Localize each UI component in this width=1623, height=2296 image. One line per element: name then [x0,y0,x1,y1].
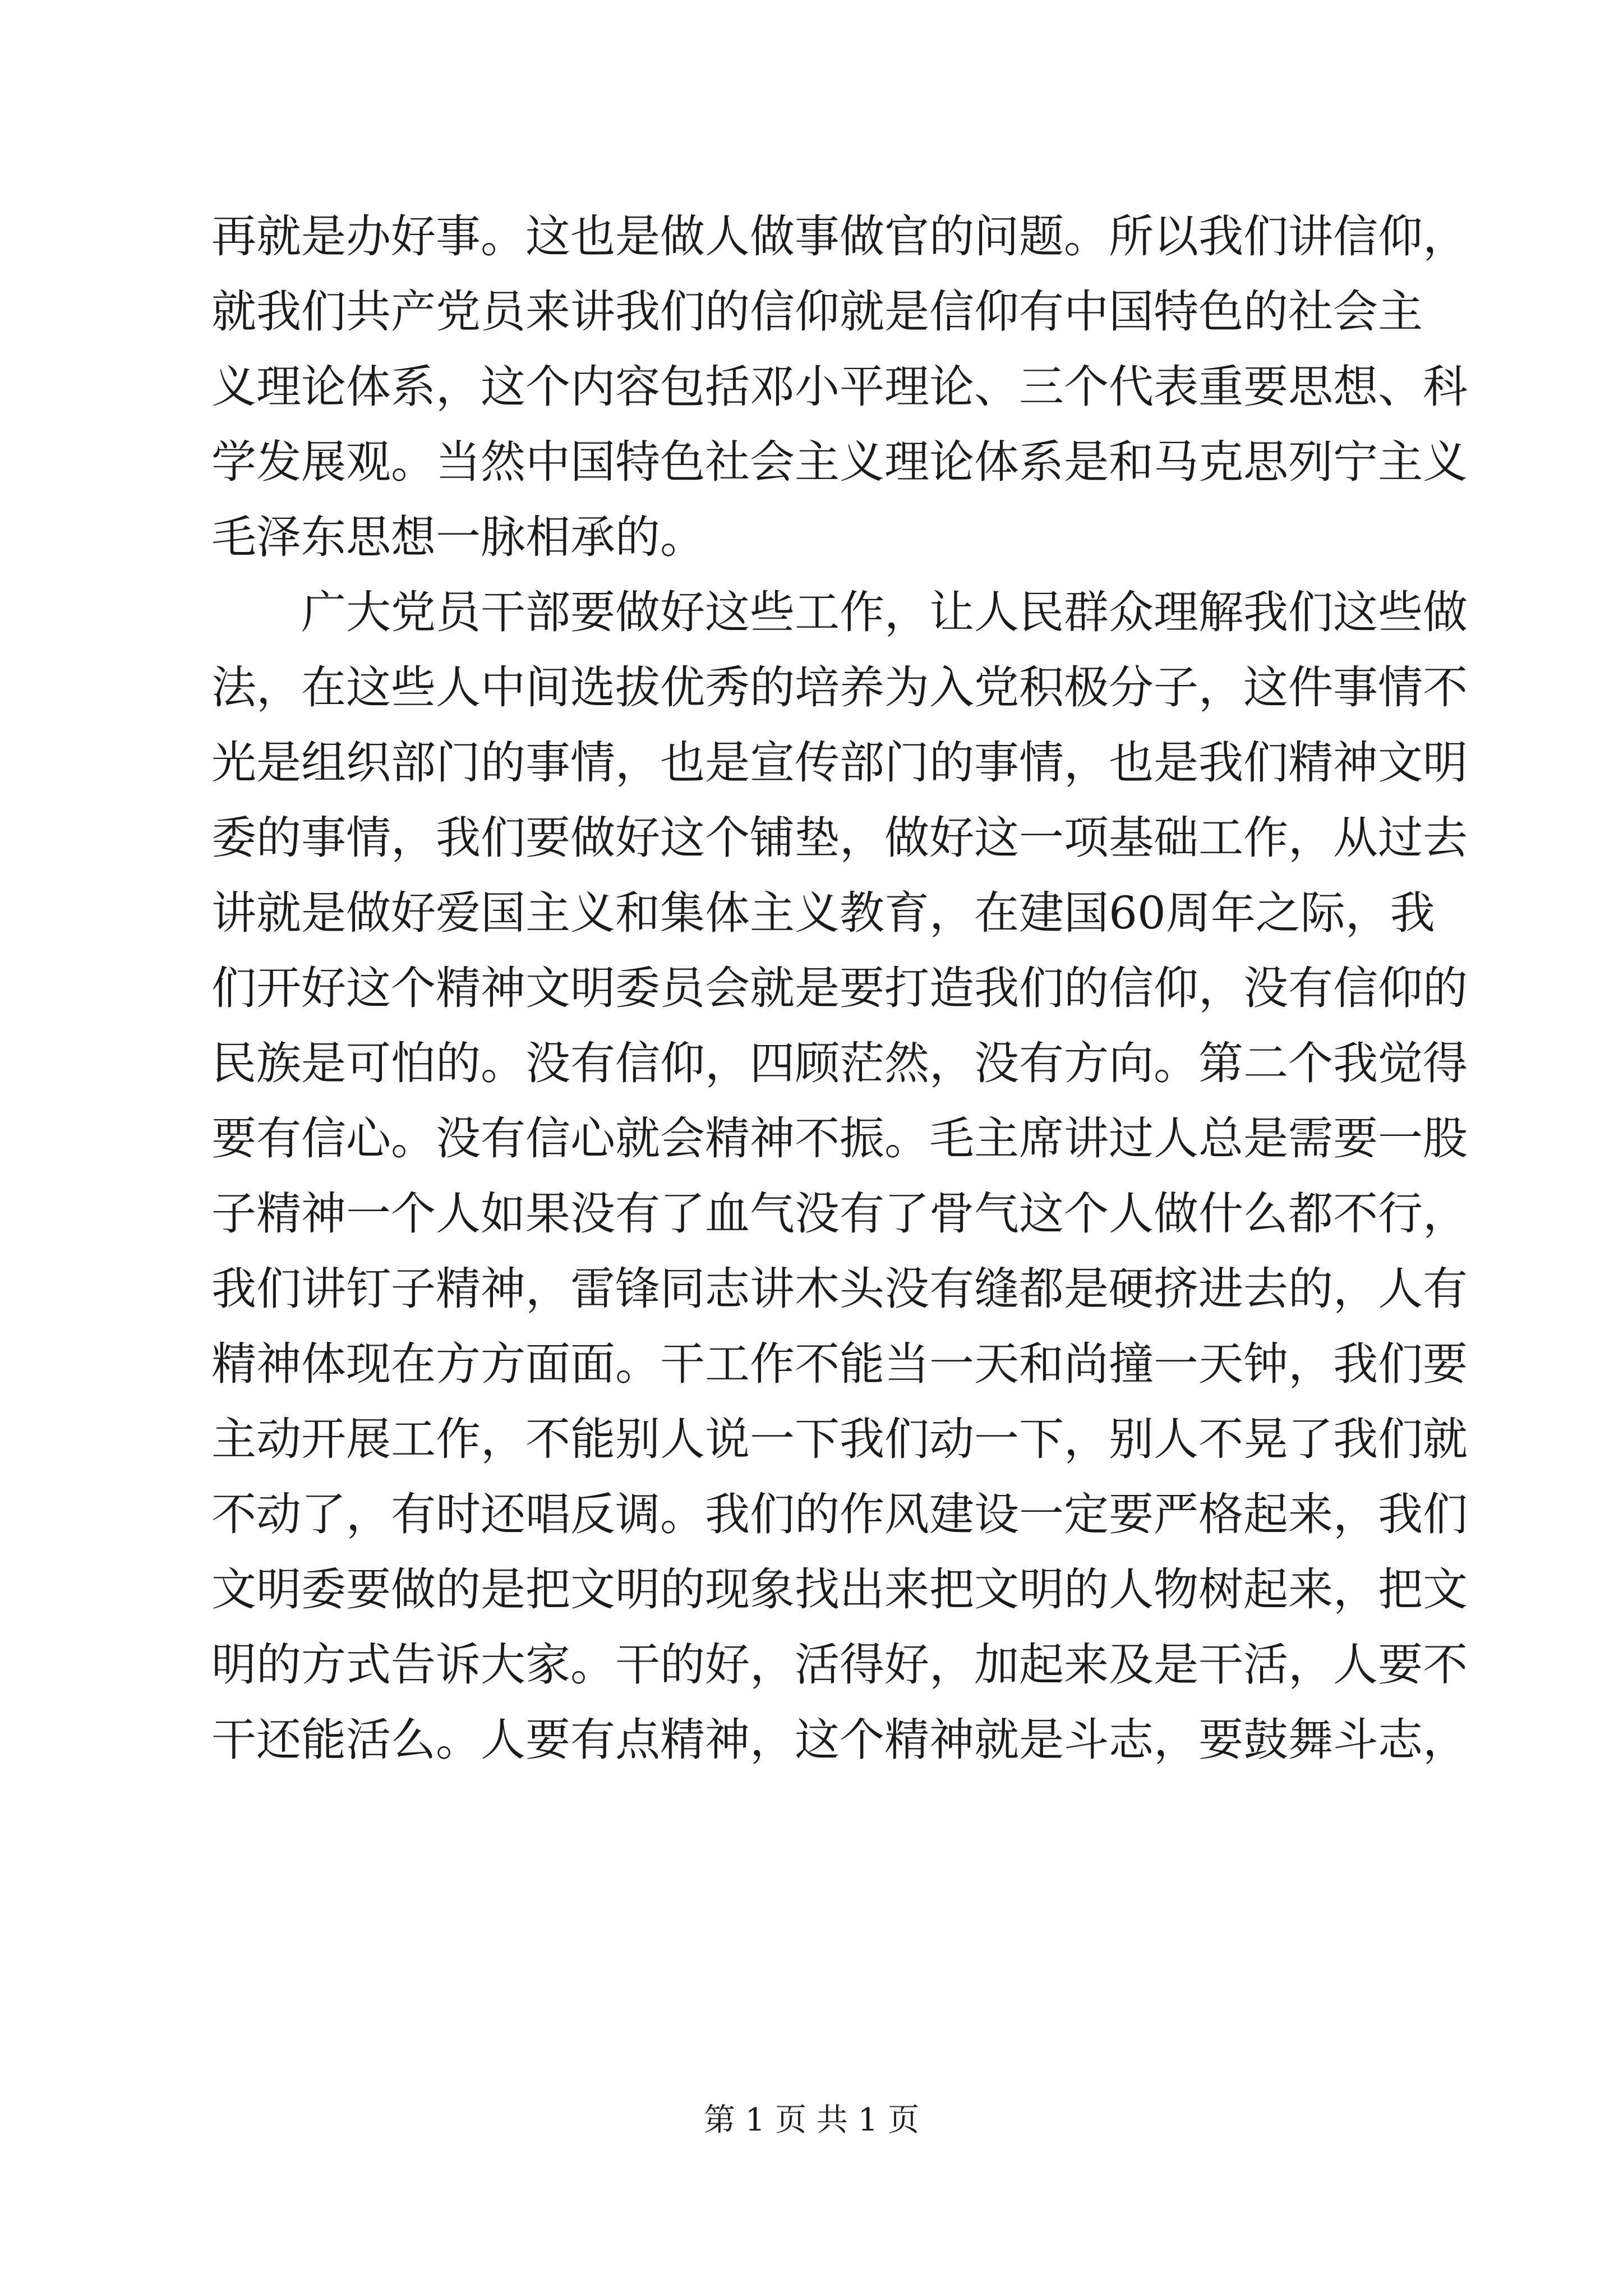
text-line: 光是组织部门的事情，也是宣传部门的事情，也是我们精神文明 [211,737,1468,789]
text-line: 学发展观。当然中国特色社会主义理论体系是和马克思列宁主义 [211,436,1468,488]
text-line: 不动了，有时还唱反调。我们的作风建设一定要严格起来，我们 [211,1488,1468,1540]
text-line: 我们讲钉子精神，雷锋同志讲木头没有缝都是硬挤进去的，人有 [211,1263,1468,1315]
text-line: 广大党员干部要做好这些工作，让人民群众理解我们这些做 [211,586,1468,638]
text-line: 要有信心。没有信心就会精神不振。毛主席讲过人总是需要一股 [211,1112,1468,1165]
text-line: 主动开展工作，不能别人说一下我们动一下，别人不晃了我们就 [211,1413,1468,1465]
text-line: 讲就是做好爱国主义和集体主义教育，在建国60周年之际，我 [211,887,1435,939]
text-line: 再就是办好事。这也是做人做事做官的问题。所以我们讲信仰， [211,210,1468,263]
text-line: 们开好这个精神文明委员会就是要打造我们的信仰，没有信仰的 [211,962,1468,1014]
body-text [211,199,1468,1778]
text-line: 子精神一个人如果没有了血气没有了骨气这个人做什么都不行， [211,1188,1468,1240]
page-footer [0,2098,1623,2143]
text-line: 干还能活么。人要有点精神，这个精神就是斗志，要鼓舞斗志， [211,1714,1468,1766]
text-line: 法，在这些人中间选拔优秀的培养为入党积极分子，这件事情不 [211,661,1468,714]
text-line: 义理论体系，这个内容包括邓小平理论、三个代表重要思想、科 [211,361,1468,413]
text-line: 民族是可怕的。没有信仰，四顾茫然，没有方向。第二个我觉得 [211,1037,1468,1089]
text-line: 文明委要做的是把文明的现象找出来把文明的人物树起来，把文 [211,1563,1468,1616]
text-line: 就我们共产党员来讲我们的信仰就是信仰有中国特色的社会主 [211,286,1423,338]
text-line: 明的方式告诉大家。干的好，活得好，加起来及是干活，人要不 [211,1639,1468,1691]
text-line: 精神体现在方方面面。干工作不能当一天和尚撞一天钟，我们要 [211,1338,1468,1390]
text-line: 毛泽东思想一脉相承的。 [211,511,705,563]
text-line: 委的事情，我们要做好这个铺垫，做好这一项基础工作，从过去 [211,812,1468,864]
page-number-label: 第 1 页 共 1 页 [703,2102,920,2138]
